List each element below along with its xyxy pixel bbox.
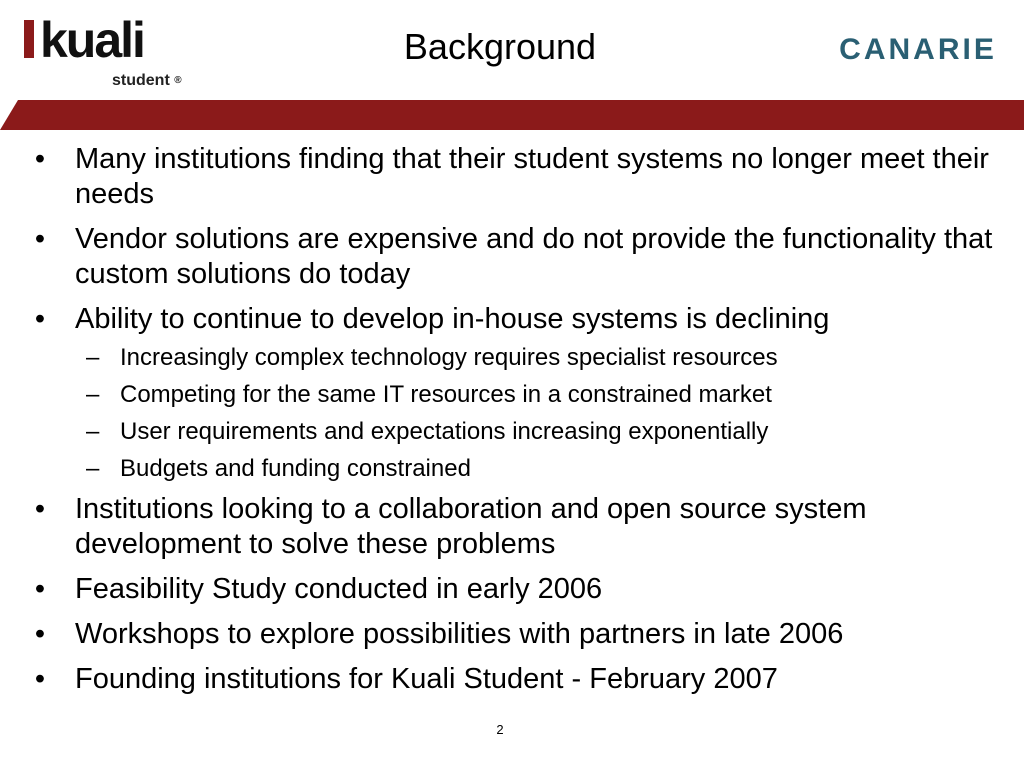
- bullet-text: Vendor solutions are expensive and do not provide the functionality that custom solutions do today: [75, 223, 993, 290]
- kuali-logo-mark: [24, 20, 34, 58]
- bullet-list: [30, 142, 1005, 707]
- bullet-marker: •: [34, 223, 46, 255]
- bullet-text: Many institutions finding that their student systems no longer meet their needs: [75, 143, 989, 210]
- bullet-item: [30, 222, 1005, 292]
- sub-bullet-item: [30, 380, 1005, 410]
- bullet-marker: •: [34, 573, 46, 605]
- sub-bullet-text: User requirements and expectations increasing exponentially: [120, 418, 769, 445]
- bullet-item: [30, 492, 1005, 562]
- bullet-item: [30, 142, 1005, 212]
- sub-bullet-item: [30, 454, 1005, 484]
- kuali-logo-subtitle: [112, 72, 182, 90]
- bullet-text: Institutions looking to a collaboration and open source system development to solve these problems: [75, 493, 867, 560]
- sub-bullet-text: Increasingly complex technology requires specialist resources: [120, 344, 778, 371]
- bullet-marker: •: [34, 143, 46, 175]
- sub-bullet-item: [30, 417, 1005, 447]
- bullet-marker: •: [34, 663, 46, 695]
- slide-header: [0, 0, 1024, 130]
- sub-bullet-marker: –: [86, 344, 100, 371]
- sub-bullet-marker: –: [86, 455, 100, 482]
- canarie-logo: CANARIE: [839, 33, 997, 66]
- kuali-logo-sub-text: student: [112, 72, 170, 90]
- kuali-logo-word: kuali: [40, 12, 144, 68]
- sub-bullet-list: [30, 343, 1005, 484]
- sub-bullet-marker: –: [86, 381, 100, 408]
- registered-mark: ®: [174, 75, 182, 86]
- sub-bullet-text: Competing for the same IT resources in a constrained market: [120, 381, 772, 408]
- slide-title: Background: [403, 26, 597, 67]
- sub-bullet-item: [30, 343, 1005, 373]
- bullet-text: Ability to continue to develop in-house systems is declining: [75, 303, 830, 335]
- page-number: 2: [496, 722, 504, 737]
- bullet-item: [30, 617, 1005, 652]
- bullet-marker: •: [34, 618, 46, 650]
- bullet-marker: •: [34, 493, 46, 525]
- bullet-item: [30, 302, 1005, 337]
- sub-bullet-marker: –: [86, 418, 100, 445]
- bullet-text: Workshops to explore possibilities with partners in late 2006: [75, 618, 844, 650]
- bullet-item: [30, 662, 1005, 697]
- bullet-marker: •: [34, 303, 46, 335]
- accent-band: [0, 100, 1024, 130]
- bullet-text: Founding institutions for Kuali Student - February 2007: [75, 663, 778, 695]
- sub-bullet-text: Budgets and funding constrained: [120, 455, 471, 482]
- kuali-student-logo: [20, 12, 210, 90]
- bullet-item: [30, 572, 1005, 607]
- bullet-text: Feasibility Study conducted in early 2006: [75, 573, 603, 605]
